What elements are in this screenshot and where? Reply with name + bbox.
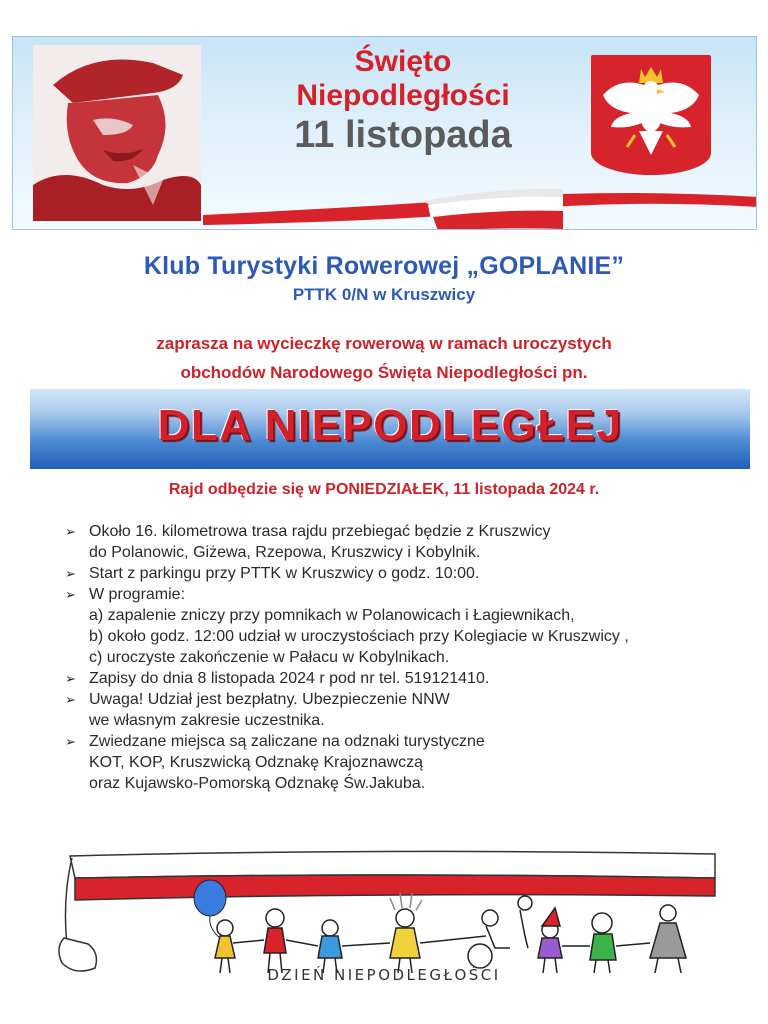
- list-item-text: c) uroczyste zakończenie w Pałacu w Kobylnikach.: [89, 649, 450, 666]
- invitation-line-2: obchodów Narodowego Święta Niepodległości pn.: [180, 363, 588, 382]
- list-item-text: KOT, KOP, Kruszwicką Odznakę Krajoznawczą: [89, 754, 424, 771]
- list-item-text: Uwaga! Udział jest bezpłatny. Ubezpieczenie NNW: [89, 691, 450, 708]
- arrow-bullet-icon: ➢: [65, 524, 76, 539]
- list-item: [65, 521, 755, 563]
- arrow-bullet-icon: ➢: [65, 566, 76, 581]
- event-title: DLA NIEPODLEGŁEJ: [157, 401, 623, 450]
- event-details-list: [65, 521, 755, 794]
- arrow-bullet-icon: ➢: [65, 734, 76, 749]
- list-item: [65, 731, 755, 794]
- list-item-text: Zwiedzane miejsca są zaliczane na odznaki turystyczne: [89, 733, 485, 750]
- banner-line-2: Niepodległości: [296, 79, 510, 112]
- banner-title: [218, 45, 588, 157]
- list-item: [65, 584, 755, 668]
- list-item-text: Około 16. kilometrowa trasa rajdu przebiegać będzie z Kruszwicy: [89, 523, 551, 540]
- invitation-text: [0, 329, 768, 387]
- list-item: [65, 668, 755, 689]
- portrait-silhouette-image: [33, 45, 201, 221]
- list-item-text: a) zapalenie zniczy przy pomnikach w Polanowicach i Łagiewnikach,: [89, 607, 575, 624]
- club-name: Klub Turystyki Rowerowej „GOPLANIE”: [143, 252, 625, 280]
- club-branch: PTTK 0/N w Kruszwicy: [292, 285, 476, 304]
- event-title-bar: [30, 389, 750, 469]
- list-item-text: b) około godz. 12:00 udział w uroczystościach przy Kolegiacie w Kruszwicy ,: [89, 628, 629, 645]
- list-item-text: we własnym zakresie uczestnika.: [89, 712, 325, 729]
- banner-line-3: 11 listopada: [294, 114, 512, 156]
- list-item-text: oraz Kujawsko-Pomorską Odznakę Św.Jakuba.: [89, 775, 426, 792]
- holiday-banner: [12, 36, 757, 230]
- flag-ribbon: [203, 167, 757, 230]
- list-item-text: Start z parkingu przy PTTK w Kruszwicy o godz. 10:00.: [89, 565, 480, 582]
- arrow-bullet-icon: ➢: [65, 671, 76, 686]
- list-item-text: Zapisy do dnia 8 listopada 2024 r pod nr tel. 519121410.: [89, 670, 490, 687]
- list-item-text: W programie:: [89, 586, 186, 603]
- event-date: Rajd odbędzie się w PONIEDZIAŁEK, 11 listopada 2024 r.: [168, 481, 600, 498]
- arrow-bullet-icon: ➢: [65, 587, 76, 602]
- arrow-bullet-icon: ➢: [65, 692, 76, 707]
- list-item: [65, 563, 755, 584]
- invitation-line-1: zaprasza na wycieczkę rowerową w ramach uroczystych: [156, 334, 612, 353]
- bottom-caption: DZIEŃ NIEPODLEGŁOŚCI: [267, 966, 501, 984]
- list-item-text: do Polanowic, Giżewa, Rzepowa, Kruszwicy i Kobylnik.: [89, 544, 481, 561]
- list-item: [65, 689, 755, 731]
- banner-line-1: Święto: [354, 45, 452, 78]
- polish-eagle-emblem-icon: [591, 55, 711, 175]
